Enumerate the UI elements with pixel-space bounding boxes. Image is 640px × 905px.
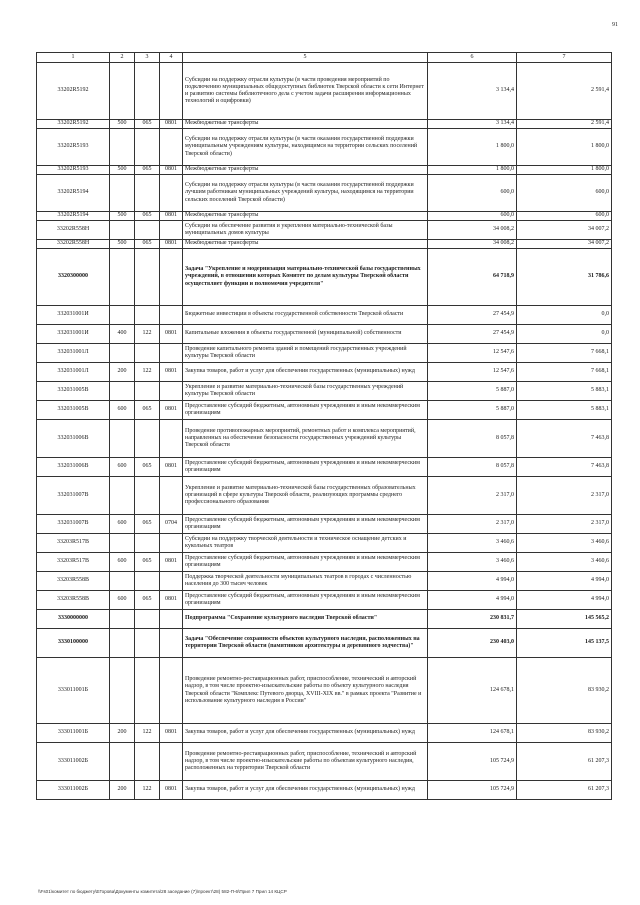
table-body [37,63,612,800]
row-code-cell: 33202R5194 [37,175,110,212]
table-row [37,420,612,458]
row-amount-executed-cell: 34 007,2 [517,240,612,249]
row-department-cell: 122 [135,363,160,382]
row-department-cell: 065 [135,515,160,534]
row-code-cell: 332031007В [37,477,110,515]
row-expense-type-cell [110,175,135,212]
row-section-cell: 0801 [160,458,183,477]
row-section-cell: 0801 [160,212,183,221]
row-section-cell [160,610,183,629]
row-code-cell: 332031005В [37,382,110,401]
row-amount-planned-cell: 124 678,1 [428,658,517,724]
row-amount-executed-cell: 145 565,2 [517,610,612,629]
row-department-cell: 065 [135,591,160,610]
row-amount-planned-cell: 105 724,9 [428,781,517,800]
row-code-cell: 332031001И [37,306,110,325]
header-cell-4: 4 [160,53,183,63]
table-row [37,458,612,477]
table-row [37,129,612,166]
row-expense-type-cell: 600 [110,553,135,572]
row-expense-type-cell: 200 [110,781,135,800]
row-section-cell [160,420,183,458]
table-row [37,325,612,344]
row-amount-planned-cell: 27 454,9 [428,325,517,344]
budget-table [36,52,612,800]
row-amount-planned-cell: 12 547,6 [428,363,517,382]
row-expense-type-cell: 600 [110,591,135,610]
row-amount-planned-cell: 3 460,6 [428,553,517,572]
row-amount-planned-cell: 64 718,9 [428,249,517,306]
row-amount-executed-cell: 2 317,0 [517,515,612,534]
row-expense-type-cell [110,63,135,120]
row-description-cell: Закупка товаров, работ и услуг для обеспечения государственных (муниципальных) нужд [183,781,428,800]
row-description-cell: Предоставление субсидий бюджетным, автономным учреждениям и иным некоммерческим организациям [183,553,428,572]
page-number: 91 [612,22,618,28]
table-row [37,572,612,591]
row-section-cell [160,572,183,591]
row-code-cell: 33203R558В [37,572,110,591]
row-section-cell [160,306,183,325]
row-code-cell: 333011001Б [37,724,110,743]
row-amount-planned-cell: 2 317,0 [428,477,517,515]
row-department-cell [135,344,160,363]
row-amount-planned-cell: 1 800,0 [428,166,517,175]
row-description-cell: Задача "Укрепление и модернизация материально-технической базы государственных учреждений, в отношении которых Комитет по делам культуры Тверской области осуществляет функции и полномочия учредителя" [183,249,428,306]
header-cell-2: 2 [110,53,135,63]
row-amount-executed-cell: 0,0 [517,306,612,325]
row-section-cell [160,534,183,553]
row-amount-executed-cell: 4 994,0 [517,591,612,610]
row-amount-planned-cell: 230 831,7 [428,610,517,629]
row-description-cell: Межбюджетные трансферты [183,120,428,129]
table-row [37,401,612,420]
table-row [37,743,612,781]
row-section-cell: 0801 [160,120,183,129]
row-amount-executed-cell: 600,0 [517,212,612,221]
row-section-cell: 0801 [160,724,183,743]
row-description-cell: Укрепление и развитие материально-технической базы государственных учреждений культуры Тверской области [183,382,428,401]
table-row [37,240,612,249]
table-row [37,781,612,800]
row-description-cell: Задача "Обеспечение сохранности объектов культурного наследия, расположенных на территории Тверской области (памятников архитектуры и деревянного зодчества)" [183,629,428,658]
row-department-cell: 122 [135,781,160,800]
row-description-cell: Бюджетные инвестиции в объекты государственной собственности Тверской области [183,306,428,325]
table-row [37,610,612,629]
table-header-row [37,53,612,63]
row-description-cell: Субсидии на поддержку отрасли культуры (в части оказания государственной поддержки муниципальным учреждениям культуры, находящимся на территории сельских поселений Тверской области) [183,129,428,166]
row-code-cell: 333011001Б [37,658,110,724]
row-expense-type-cell: 500 [110,166,135,175]
header-cell-1: 1 [37,53,110,63]
row-code-cell: 332031001Л [37,363,110,382]
row-description-cell: Укрепление и развитие материально-технической базы государственных образовательных организаций в сфере культуры Тверской области, реализующих программы среднего профессионального образования [183,477,428,515]
row-description-cell: Проведение капитального ремонта зданий и помещений государственных учреждений культуры Тверской области [183,344,428,363]
footer-file-path: \\Fs01\комитет по бюджету\ЕГорова\Документы комитета\28 заседание (7)\проект\28) 582-П-6\Прил 7 Прил 14 КЦСР [38,889,287,894]
row-amount-executed-cell: 3 460,6 [517,553,612,572]
row-section-cell [160,743,183,781]
row-description-cell: Проведение противопожарных мероприятий, ремонтных работ и комплекса мероприятий, направленных на обеспечение безопасности государственных учреждений культуры Тверской области [183,420,428,458]
row-section-cell [160,382,183,401]
row-section-cell: 0801 [160,363,183,382]
row-expense-type-cell [110,658,135,724]
row-amount-executed-cell: 2 317,0 [517,477,612,515]
row-description-cell: Подпрограмма "Сохранение культурного наследия Тверской области" [183,610,428,629]
row-section-cell: 0801 [160,166,183,175]
row-department-cell [135,175,160,212]
row-code-cell: 33202R558Н [37,221,110,240]
row-code-cell: 33202R5192 [37,63,110,120]
row-amount-planned-cell: 5 887,0 [428,401,517,420]
row-amount-executed-cell: 83 930,2 [517,658,612,724]
row-description-cell: Капитальные вложения в объекты государственной (муниципальной) собственности [183,325,428,344]
row-code-cell: 333011002Б [37,743,110,781]
row-description-cell: Закупка товаров, работ и услуг для обеспечения государственных (муниципальных) нужд [183,724,428,743]
row-description-cell: Предоставление субсидий бюджетным, автономным учреждениям и иным некоммерческим организациям [183,401,428,420]
row-description-cell: Межбюджетные трансферты [183,166,428,175]
row-code-cell: 332031005В [37,401,110,420]
row-code-cell: 332031001Л [37,344,110,363]
row-expense-type-cell: 500 [110,240,135,249]
row-amount-executed-cell: 7 463,8 [517,420,612,458]
row-code-cell: 332031007В [37,515,110,534]
table-row [37,658,612,724]
row-code-cell: 332031006В [37,420,110,458]
row-amount-planned-cell: 600,0 [428,212,517,221]
row-code-cell: 33203R558В [37,591,110,610]
row-amount-executed-cell: 1 800,0 [517,129,612,166]
row-expense-type-cell [110,249,135,306]
row-amount-executed-cell: 34 007,2 [517,221,612,240]
row-department-cell [135,63,160,120]
row-code-cell: 33202R5193 [37,129,110,166]
row-amount-executed-cell: 4 994,0 [517,572,612,591]
table-row [37,724,612,743]
row-code-cell: 332031001И [37,325,110,344]
row-expense-type-cell [110,382,135,401]
row-code-cell: 33202R5194 [37,212,110,221]
row-amount-executed-cell: 3 460,6 [517,534,612,553]
row-expense-type-cell: 200 [110,363,135,382]
row-expense-type-cell [110,420,135,458]
row-amount-planned-cell: 3 134,4 [428,120,517,129]
table-row [37,63,612,120]
row-section-cell [160,249,183,306]
row-amount-executed-cell: 5 883,1 [517,382,612,401]
row-department-cell: 122 [135,724,160,743]
header-cell-3: 3 [135,53,160,63]
row-amount-planned-cell: 27 454,9 [428,306,517,325]
row-amount-planned-cell: 8 057,8 [428,420,517,458]
row-amount-planned-cell: 8 057,8 [428,458,517,477]
header-cell-7: 7 [517,53,612,63]
table-row [37,120,612,129]
table-row [37,221,612,240]
row-expense-type-cell [110,534,135,553]
row-department-cell [135,629,160,658]
row-description-cell: Поддержка творческой деятельности муниципальных театров в городах с численностью населения до 300 тысяч человек [183,572,428,591]
row-code-cell: 33202R558Н [37,240,110,249]
row-section-cell [160,63,183,120]
row-amount-planned-cell: 34 008,2 [428,240,517,249]
table-row [37,166,612,175]
table-row [37,477,612,515]
table-row [37,534,612,553]
row-expense-type-cell [110,743,135,781]
row-department-cell [135,743,160,781]
row-expense-type-cell [110,477,135,515]
row-description-cell: Проведение ремонтно-реставрационных работ, приспособление, технический и авторский надзор, в том числе проектно-изыскательские работы по объектам культурного наследия, расположенных на территории Тверской области [183,743,428,781]
table-row [37,382,612,401]
row-code-cell: 33202R5193 [37,166,110,175]
row-amount-executed-cell: 5 883,1 [517,401,612,420]
row-amount-planned-cell: 105 724,9 [428,743,517,781]
row-section-cell [160,477,183,515]
table-row [37,591,612,610]
row-amount-executed-cell: 31 786,6 [517,249,612,306]
row-description-cell: Субсидии на поддержку творческой деятельности и техническое оснащение детских и кукольных театров [183,534,428,553]
row-expense-type-cell: 500 [110,120,135,129]
row-amount-planned-cell: 4 994,0 [428,591,517,610]
row-amount-executed-cell: 145 137,5 [517,629,612,658]
row-description-cell: Проведение ремонтно-реставрационных работ, приспособление, технический и авторский надзор, в том числе проектно-изыскательские работы по объекту культурного наследия Тверской области "Комплекс Путевого дворца, XVIII-XIX вв." в рамках проекта "Развитие и использование культурного наследия в России" [183,658,428,724]
table-row [37,175,612,212]
row-code-cell: 333011002Б [37,781,110,800]
row-expense-type-cell [110,129,135,166]
row-department-cell: 122 [135,325,160,344]
row-section-cell: 0801 [160,240,183,249]
row-department-cell: 065 [135,166,160,175]
row-expense-type-cell [110,610,135,629]
row-section-cell [160,129,183,166]
row-amount-executed-cell: 61 207,3 [517,743,612,781]
row-expense-type-cell: 600 [110,515,135,534]
row-section-cell: 0801 [160,401,183,420]
row-amount-planned-cell: 3 460,6 [428,534,517,553]
row-description-cell: Предоставление субсидий бюджетным, автономным учреждениям и иным некоммерческим организациям [183,515,428,534]
row-description-cell: Предоставление субсидий бюджетным, автономным учреждениям и иным некоммерческим организациям [183,591,428,610]
row-amount-planned-cell: 230 403,0 [428,629,517,658]
header-cell-6: 6 [428,53,517,63]
row-department-cell [135,572,160,591]
table-row [37,344,612,363]
row-code-cell: 3330100000 [37,629,110,658]
row-amount-executed-cell: 2 591,4 [517,120,612,129]
row-description-cell: Межбюджетные трансферты [183,212,428,221]
row-amount-executed-cell: 600,0 [517,175,612,212]
row-department-cell [135,249,160,306]
row-description-cell: Субсидии на поддержку отрасли культуры (в части оказания государственной поддержки лучшим работникам муниципальных учреждений культуры, находящимся на территории сельских поселений Тверской области) [183,175,428,212]
row-code-cell: 332031006В [37,458,110,477]
row-department-cell: 065 [135,120,160,129]
row-department-cell: 065 [135,240,160,249]
row-amount-executed-cell: 7 668,1 [517,363,612,382]
row-expense-type-cell [110,629,135,658]
row-expense-type-cell [110,221,135,240]
row-section-cell [160,658,183,724]
row-expense-type-cell [110,344,135,363]
row-expense-type-cell: 200 [110,724,135,743]
row-section-cell [160,221,183,240]
row-department-cell: 065 [135,553,160,572]
row-section-cell: 0801 [160,591,183,610]
table-row [37,553,612,572]
row-department-cell: 065 [135,401,160,420]
table-row [37,306,612,325]
row-section-cell [160,175,183,212]
row-amount-executed-cell: 1 800,0 [517,166,612,175]
row-expense-type-cell: 600 [110,458,135,477]
table-row [37,629,612,658]
row-amount-executed-cell: 61 207,3 [517,781,612,800]
row-amount-executed-cell: 83 930,2 [517,724,612,743]
header-cell-5: 5 [183,53,428,63]
row-department-cell [135,658,160,724]
row-department-cell [135,382,160,401]
row-code-cell: 33203R517В [37,534,110,553]
row-description-cell: Закупка товаров, работ и услуг для обеспечения государственных (муниципальных) нужд [183,363,428,382]
row-department-cell [135,306,160,325]
table-row [37,515,612,534]
row-amount-planned-cell: 4 994,0 [428,572,517,591]
row-description-cell: Предоставление субсидий бюджетным, автономным учреждениям и иным некоммерческим организациям [183,458,428,477]
row-amount-executed-cell: 0,0 [517,325,612,344]
table-row [37,249,612,306]
row-amount-executed-cell: 7 463,8 [517,458,612,477]
row-code-cell: 3320300000 [37,249,110,306]
row-code-cell: 33202R5192 [37,120,110,129]
row-amount-planned-cell: 34 008,2 [428,221,517,240]
row-amount-planned-cell: 1 800,0 [428,129,517,166]
row-section-cell [160,344,183,363]
row-description-cell: Межбюджетные трансферты [183,240,428,249]
row-expense-type-cell [110,572,135,591]
row-section-cell [160,629,183,658]
row-amount-planned-cell: 5 887,0 [428,382,517,401]
row-expense-type-cell: 500 [110,212,135,221]
row-amount-planned-cell: 2 317,0 [428,515,517,534]
row-department-cell [135,221,160,240]
row-department-cell: 065 [135,458,160,477]
row-department-cell: 065 [135,212,160,221]
table-row [37,363,612,382]
row-amount-planned-cell: 124 678,1 [428,724,517,743]
row-expense-type-cell: 400 [110,325,135,344]
row-code-cell: 3330000000 [37,610,110,629]
row-amount-planned-cell: 3 134,4 [428,63,517,120]
row-description-cell: Субсидии на поддержку отрасли культуры (в части проведения мероприятий по подключению муниципальных общедоступных библиотек Тверской области к сети Интернет и развитию системы библиотечного дела с учетом задачи расширения информационных технологий и оцифровки) [183,63,428,120]
row-department-cell [135,420,160,458]
row-section-cell: 0704 [160,515,183,534]
row-amount-executed-cell: 7 668,1 [517,344,612,363]
row-expense-type-cell [110,306,135,325]
row-department-cell [135,477,160,515]
row-amount-planned-cell: 12 547,6 [428,344,517,363]
row-section-cell: 0801 [160,325,183,344]
row-expense-type-cell: 600 [110,401,135,420]
row-department-cell [135,534,160,553]
row-amount-planned-cell: 600,0 [428,175,517,212]
row-department-cell [135,129,160,166]
table-row [37,212,612,221]
row-code-cell: 33203R517В [37,553,110,572]
row-section-cell: 0801 [160,781,183,800]
row-description-cell: Субсидии на обеспечение развития и укрепления материально-технической базы муниципальных домов культуры [183,221,428,240]
row-section-cell: 0801 [160,553,183,572]
row-department-cell [135,610,160,629]
row-amount-executed-cell: 2 591,4 [517,63,612,120]
